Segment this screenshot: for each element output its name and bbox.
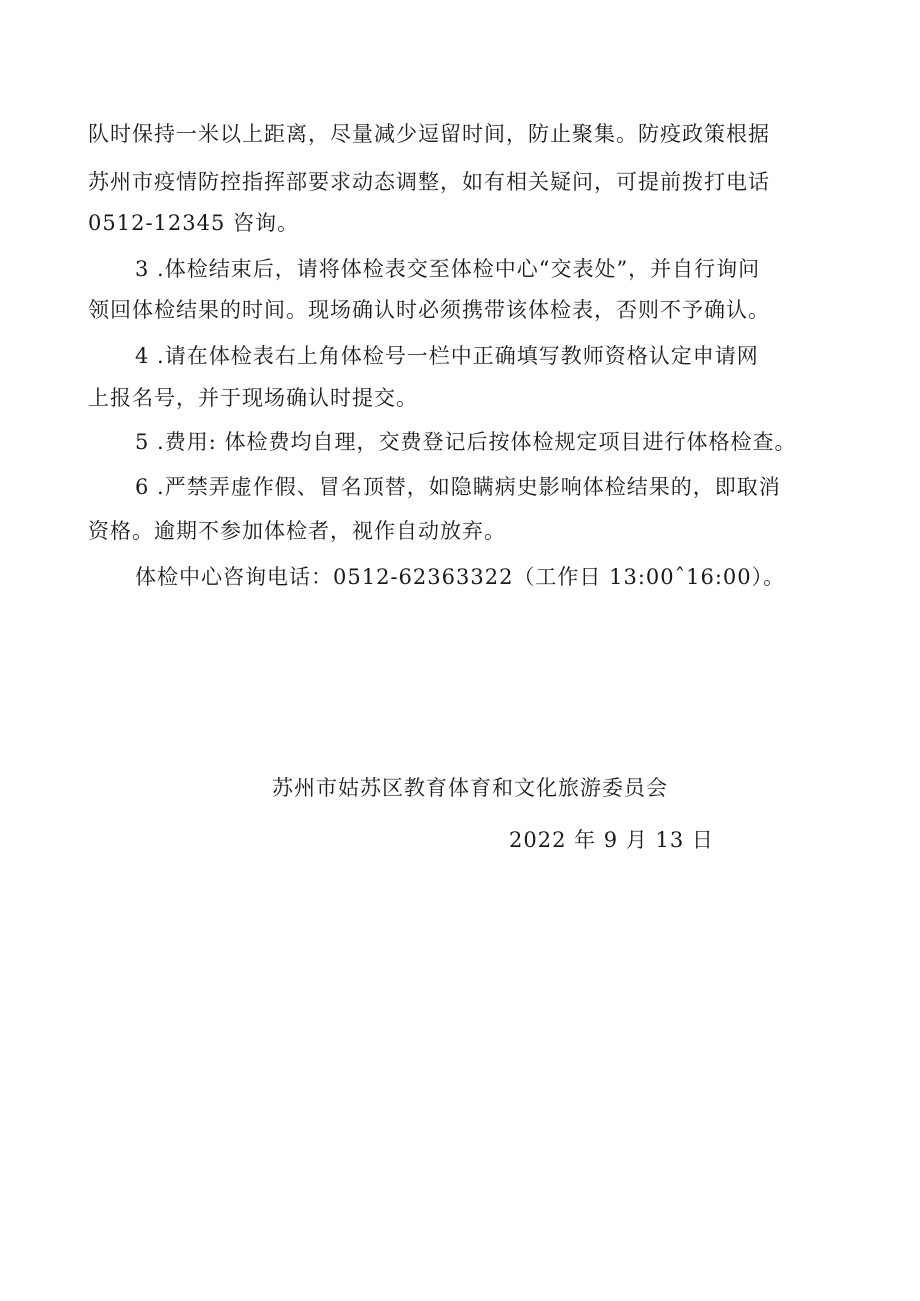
- paragraph-line: 5 .费用: 体检费均自理，交费登记后按体检规定项目进行体格检查。: [135, 430, 797, 454]
- signature-organization: 苏州市姑苏区教育体育和文化旅游委员会: [272, 776, 668, 800]
- paragraph-line: 4 .请在体检表右上角体检号一栏中正确填写教师资格认定申请网: [135, 344, 759, 368]
- paragraph-line: 3 .体检结束后，请将体检表交至体检中心“交表处”，并自行询问: [135, 257, 761, 281]
- signature-date: 2022 年 9 月 13 日: [509, 828, 714, 852]
- contact-line: 体检中心咨询电话：0512-62363322（工作日 13:00ˆ16:00）。: [135, 565, 786, 589]
- paragraph-line: 领回体检结果的时间。现场确认时必须携带该体检表，否则不予确认。: [88, 298, 770, 322]
- paragraph-line: 资格。逾期不参加体检者，视作自动放弃。: [88, 519, 506, 543]
- paragraph-line: 0512-12345 咨询。: [88, 211, 300, 235]
- paragraph-line: 苏州市疫情防控指挥部要求动态调整，如有相关疑问，可提前拨打电话: [88, 170, 770, 194]
- paragraph-line: 6 .严禁弄虚作假、冒名顶替，如隐瞒病史影响体检结果的，即取消: [135, 475, 781, 499]
- paragraph-line: 队时保持一米以上距离，尽量减少逗留时间，防止聚集。防疫政策根据: [88, 122, 770, 146]
- paragraph-line: 上报名号，并于现场确认时提交。: [88, 386, 418, 410]
